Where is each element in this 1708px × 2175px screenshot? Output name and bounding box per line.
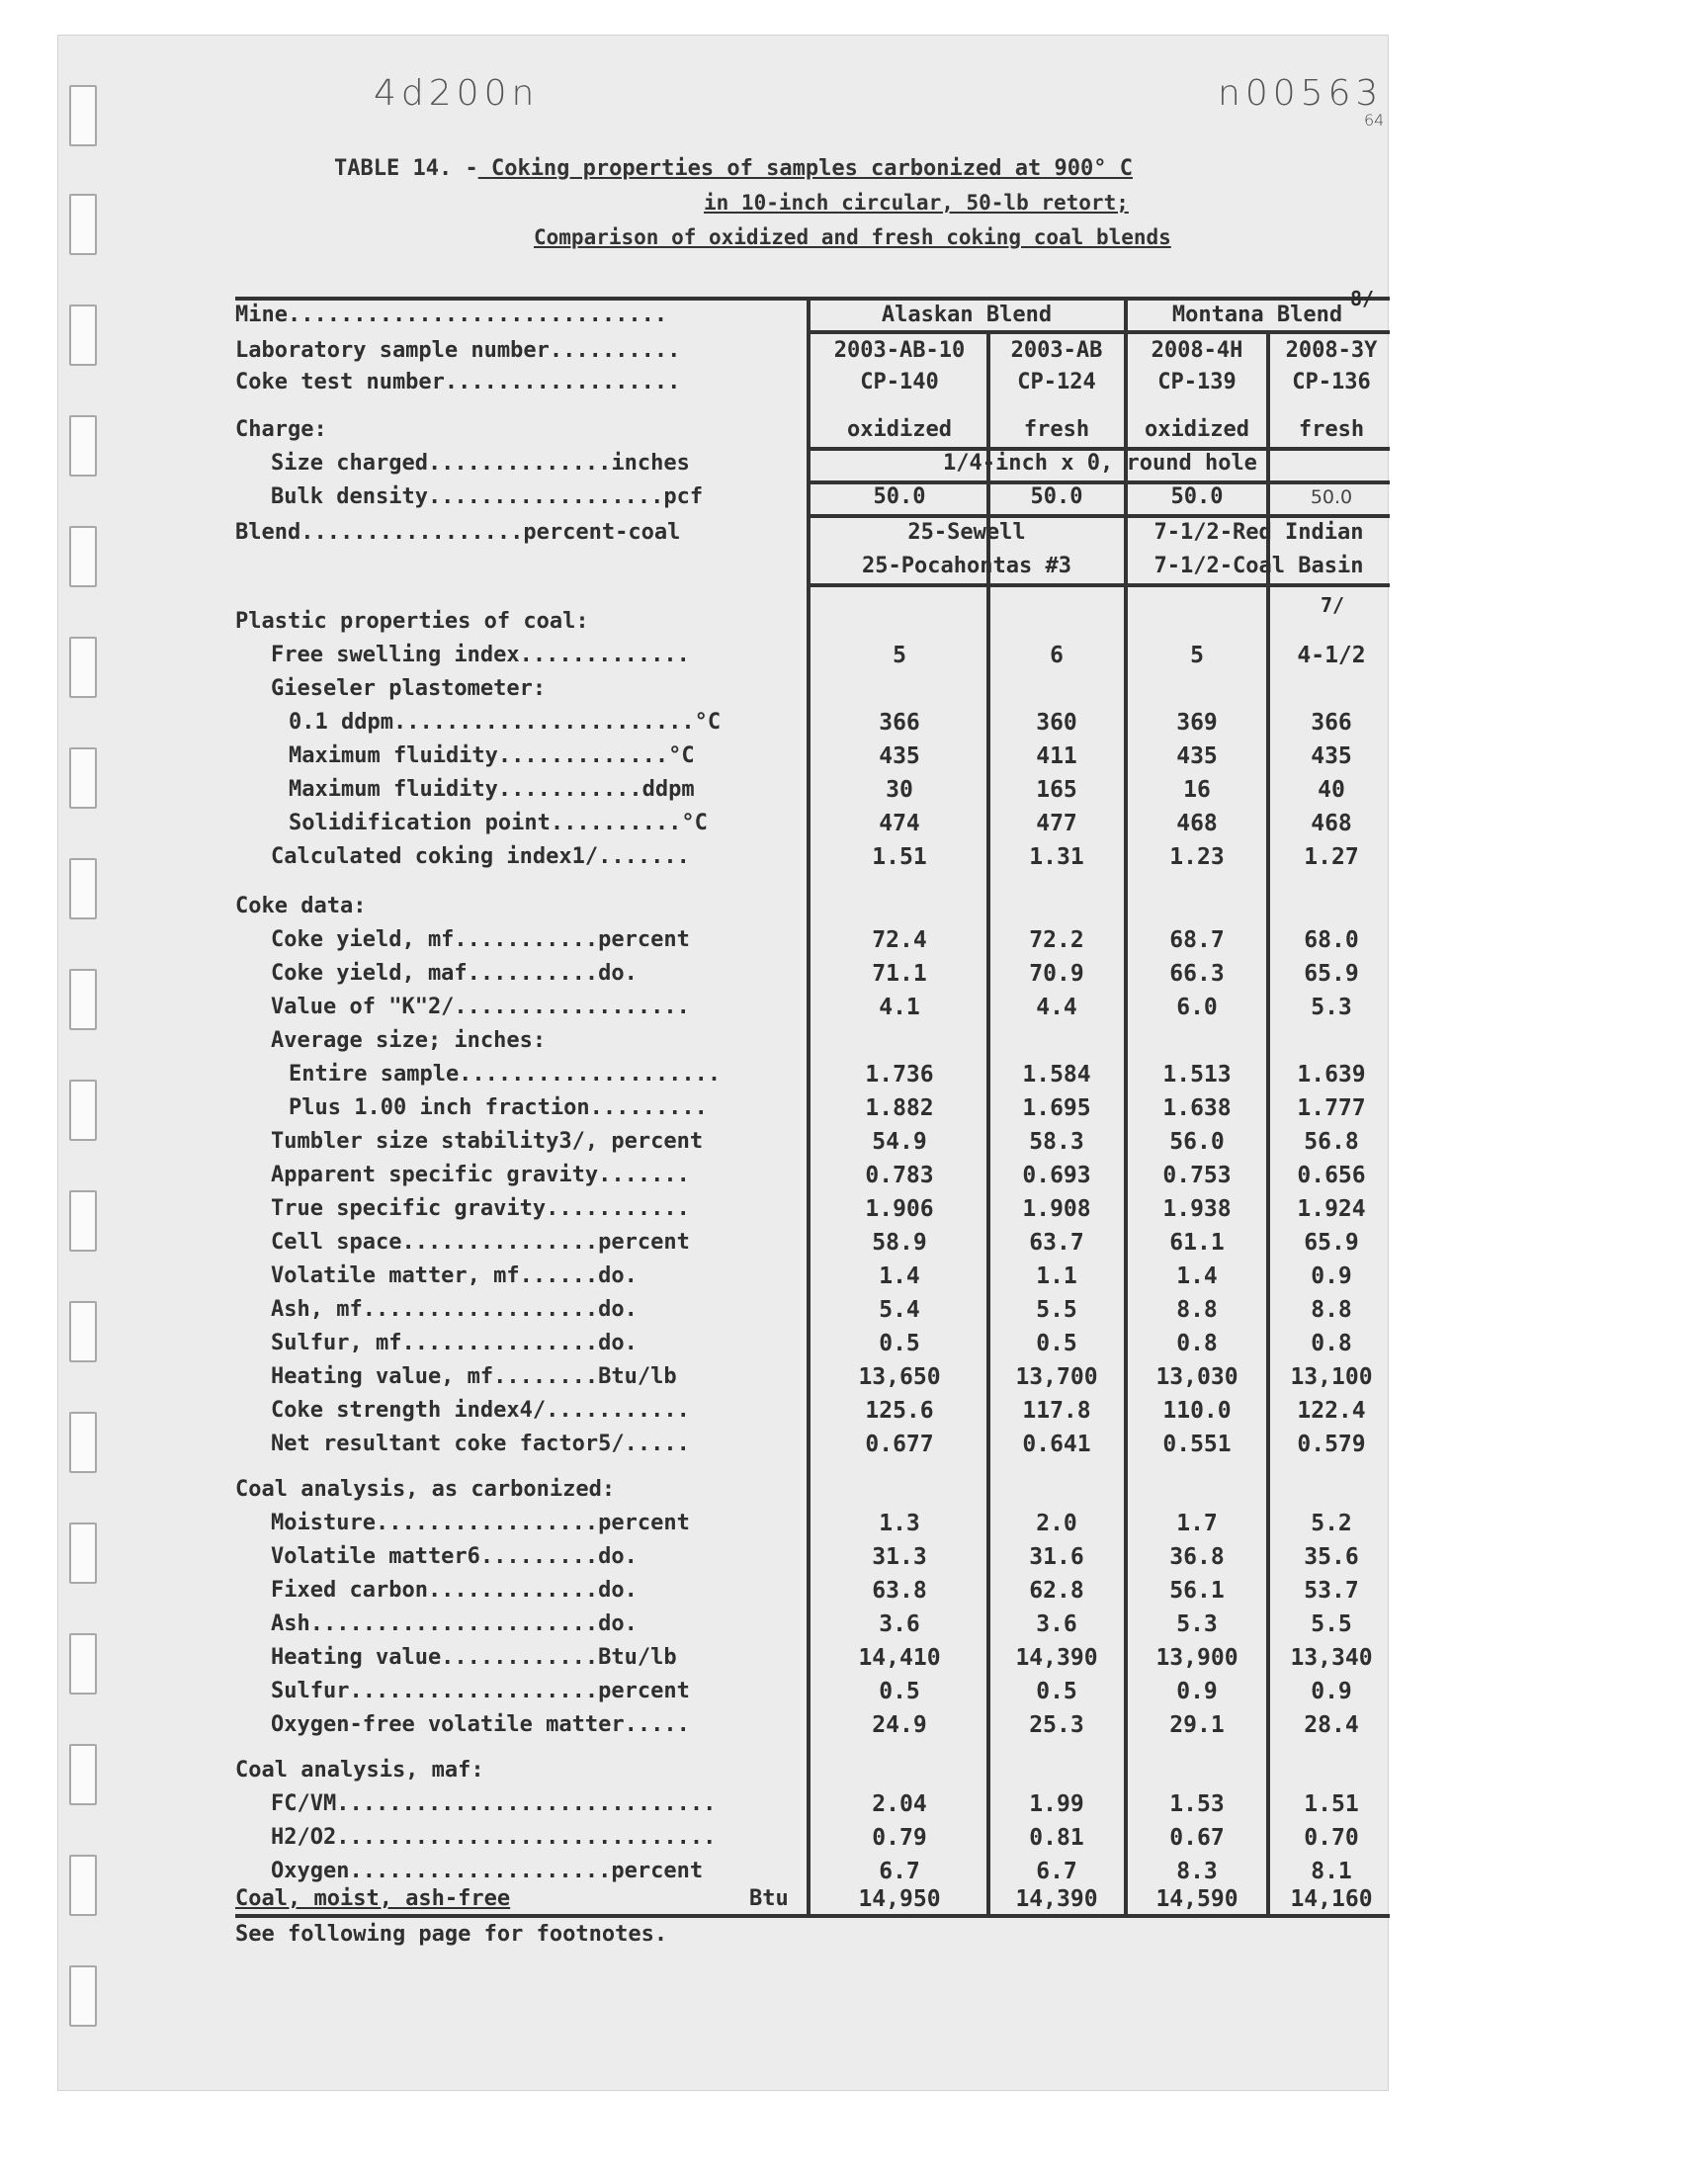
table-cell: 411	[1036, 743, 1077, 769]
table-cell: 6.7	[879, 1859, 920, 1884]
binder-hole	[69, 1412, 97, 1473]
table-cell: 0.656	[1297, 1163, 1366, 1188]
row-label: H2/O2.............................	[271, 1825, 717, 1850]
table-cell: 1.695	[1022, 1095, 1091, 1121]
table-cell: 13,030	[1155, 1364, 1238, 1390]
mine-label: Mine.............................	[235, 303, 668, 327]
row-label: Plus 1.00 inch fraction.........	[289, 1095, 708, 1120]
table-cell: 71.1	[872, 961, 927, 987]
binder-hole	[69, 1522, 97, 1584]
table-cell: 0.9	[1311, 1679, 1352, 1704]
table-cell: 474	[879, 811, 920, 836]
row-label: Volatile matter, mf......do.	[271, 1263, 638, 1288]
table-cell: 13,700	[1015, 1364, 1098, 1390]
table-cell: 0.753	[1162, 1163, 1232, 1188]
table-cell: 1.23	[1169, 844, 1225, 870]
coke-test-number: CP-139	[1157, 370, 1237, 394]
coal-maf-heading: Coal analysis, maf:	[235, 1758, 484, 1783]
row-label: Ash, mf..................do.	[271, 1297, 638, 1322]
table-cell: 56.0	[1169, 1129, 1225, 1155]
bulk-density-value: 50.0	[1170, 484, 1224, 509]
final-row-value: 14,390	[1015, 1886, 1098, 1912]
table-cell: 14,390	[1015, 1645, 1098, 1671]
table-cell: 8.8	[1311, 1297, 1352, 1323]
blend-montana-line: 7-1/2-Coal Basin	[1153, 554, 1364, 578]
binder-hole	[69, 1080, 97, 1141]
table-cell: 35.6	[1304, 1544, 1359, 1570]
row-label: Sulfur...................percent	[271, 1679, 690, 1703]
table-cell: 2.0	[1036, 1511, 1077, 1536]
table-cell: 54.9	[872, 1129, 927, 1155]
table-cell: 366	[1311, 710, 1352, 736]
row-label: Sulfur, mf...............do.	[271, 1331, 638, 1355]
row-label: Tumbler size stability3/, percent	[271, 1129, 704, 1154]
group-montana: Montana Blend	[1171, 303, 1343, 327]
row-label: Apparent specific gravity.......	[271, 1163, 690, 1187]
table-cell: 70.9	[1029, 961, 1084, 987]
coking-properties-table	[235, 287, 1397, 1947]
row-label: Fixed carbon.............do.	[271, 1578, 638, 1603]
gieseler-heading: Gieseler plastometer:	[271, 676, 547, 701]
table-cell: 53.7	[1304, 1578, 1359, 1604]
row-label: Solidification point..........°C	[289, 811, 708, 835]
table-cell: 8.8	[1176, 1297, 1218, 1323]
table-cell: 5.3	[1176, 1611, 1218, 1637]
table-cell: 65.9	[1304, 1230, 1359, 1256]
group-footnote: 8/	[1350, 287, 1375, 310]
table-cell: 31.6	[1029, 1544, 1084, 1570]
binder-hole	[69, 304, 97, 366]
row-label: Value of "K"2/..................	[271, 995, 690, 1019]
binder-hole	[69, 194, 97, 255]
table-cell: 58.9	[872, 1230, 927, 1256]
binder-hole	[69, 526, 97, 587]
table-title-line2: in 10-inch circular, 50-lb retort;	[704, 191, 1129, 215]
table-cell: 4.4	[1036, 995, 1077, 1020]
table-cell: 1.882	[865, 1095, 934, 1121]
footnote-reference: See following page for footnotes.	[235, 1922, 668, 1947]
table-number: TABLE 14. -	[334, 156, 478, 181]
lab-number: 2003-AB	[1010, 338, 1103, 363]
final-row-label: Coal, moist, ash-free	[235, 1886, 511, 1911]
table-cell: 5.5	[1036, 1297, 1077, 1323]
table-cell: 0.579	[1297, 1432, 1366, 1457]
row-label: Free swelling index.............	[271, 643, 690, 667]
table-cell: 1.4	[1176, 1263, 1218, 1289]
table-cell: 0.8	[1311, 1331, 1352, 1356]
table-cell: 0.5	[879, 1679, 920, 1704]
table-cell: 0.8	[1176, 1331, 1218, 1356]
bulk-density-value: 50.0	[1310, 486, 1353, 508]
table-cell: 0.67	[1169, 1825, 1225, 1851]
binder-hole	[69, 1633, 97, 1695]
table-cell: 435	[1176, 743, 1218, 769]
handwritten-right-number: n00563	[1218, 73, 1384, 114]
condition-label: fresh	[1298, 417, 1365, 442]
row-label: Cell space...............percent	[271, 1230, 690, 1255]
table-cell: 1.31	[1029, 844, 1084, 870]
table-cell: 16	[1183, 777, 1211, 803]
table-cell: 5.4	[879, 1297, 920, 1323]
table-cell: 1.938	[1162, 1196, 1232, 1222]
row-label: Ash......................do.	[271, 1611, 638, 1636]
table-cell: 0.5	[1036, 1331, 1077, 1356]
fsi-footnote: 7/	[1321, 593, 1345, 617]
table-cell: 435	[1311, 743, 1352, 769]
table-cell: 0.5	[879, 1331, 920, 1356]
table-cell: 0.693	[1022, 1163, 1091, 1188]
table-cell: 65.9	[1304, 961, 1359, 987]
table-cell: 5	[893, 643, 906, 668]
table-cell: 0.9	[1176, 1679, 1218, 1704]
table-cell: 1.906	[865, 1196, 934, 1222]
table-cell: 4.1	[879, 995, 920, 1020]
table-cell: 6.7	[1036, 1859, 1077, 1884]
binder-hole	[69, 1190, 97, 1252]
table-cell: 1.908	[1022, 1196, 1091, 1222]
binder-hole	[69, 1744, 97, 1805]
table-cell: 40	[1318, 777, 1345, 803]
handwritten-left-number: 4d200n	[374, 73, 540, 114]
final-row-unit: Btu	[749, 1886, 789, 1911]
table-cell: 8.3	[1176, 1859, 1218, 1884]
table-cell: 36.8	[1169, 1544, 1225, 1570]
condition-label: oxidized	[1145, 417, 1249, 442]
blend-label: Blend.................percent-coal	[235, 520, 681, 545]
coal-analysis-heading: Coal analysis, as carbonized:	[235, 1477, 616, 1502]
size-charged-value: 1/4-inch x 0, round hole	[943, 451, 1257, 476]
table-cell: 0.551	[1162, 1432, 1232, 1457]
binder-hole	[69, 85, 97, 146]
row-label: Maximum fluidity...........ddpm	[289, 777, 695, 802]
table-cell: 3.6	[1036, 1611, 1077, 1637]
coke-test-number: CP-124	[1017, 370, 1096, 394]
table-cell: 1.4	[879, 1263, 920, 1289]
table-cell: 435	[879, 743, 920, 769]
table-cell: 14,410	[858, 1645, 941, 1671]
binder-hole	[69, 637, 97, 698]
table-cell: 68.0	[1304, 927, 1359, 953]
binder-hole	[69, 1301, 97, 1362]
row-label: Coke strength index4/...........	[271, 1398, 690, 1423]
table-cell: 66.3	[1169, 961, 1225, 987]
row-label: Maximum fluidity.............°C	[289, 743, 695, 768]
final-row-value: 14,950	[858, 1886, 941, 1912]
table-cell: 56.8	[1304, 1129, 1359, 1155]
blend-montana-line: 7-1/2-Red Indian	[1153, 520, 1364, 545]
table-cell: 1.924	[1297, 1196, 1366, 1222]
table-cell: 68.7	[1169, 927, 1225, 953]
table-cell: 165	[1036, 777, 1077, 803]
binder-hole	[69, 1965, 97, 2027]
row-label: Coke yield, mf...........percent	[271, 927, 690, 952]
row-label: Oxygen....................percent	[271, 1859, 704, 1883]
table-cell: 360	[1036, 710, 1077, 736]
table-cell: 0.79	[872, 1825, 927, 1851]
table-cell: 468	[1311, 811, 1352, 836]
row-label: Coke yield, maf..........do.	[271, 961, 638, 986]
table-cell: 366	[879, 710, 920, 736]
charge-heading: Charge:	[235, 417, 327, 442]
table-cell: 1.27	[1304, 844, 1359, 870]
table-cell: 29.1	[1169, 1712, 1225, 1738]
binder-hole	[69, 858, 97, 919]
table-title-text: Coking properties of samples carbonized at 900° C	[490, 156, 1133, 181]
table-title-line1	[334, 156, 1133, 181]
table-cell: 61.1	[1169, 1230, 1225, 1256]
table-cell: 122.4	[1297, 1398, 1366, 1424]
lab-sample-label: Laboratory sample number..........	[235, 338, 681, 363]
binder-hole	[69, 969, 97, 1030]
table-cell: 1.736	[865, 1062, 934, 1088]
table-cell: 1.1	[1036, 1263, 1077, 1289]
table-cell: 63.8	[872, 1578, 927, 1604]
table-cell: 117.8	[1022, 1398, 1091, 1424]
table-cell: 13,650	[858, 1364, 941, 1390]
size-charged-label: Size charged..............inches	[271, 451, 690, 476]
table-cell: 58.3	[1029, 1129, 1084, 1155]
final-row-value: 14,590	[1155, 1886, 1238, 1912]
coke-test-number: CP-140	[860, 370, 939, 394]
table-cell: 477	[1036, 811, 1077, 836]
row-label: Calculated coking index1/.......	[271, 844, 690, 869]
table-cell: 6	[1050, 643, 1064, 668]
table-cell: 24.9	[872, 1712, 927, 1738]
condition-label: fresh	[1023, 417, 1090, 442]
group-alaskan: Alaskan Blend	[881, 303, 1053, 327]
table-title-line3: Comparison of oxidized and fresh coking coal blends	[534, 225, 1171, 249]
bulk-density-label: Bulk density..................pcf	[271, 484, 704, 509]
coke-data-heading: Coke data:	[235, 894, 367, 918]
binder-hole	[69, 747, 97, 809]
lab-number: 2008-3Y	[1285, 338, 1378, 363]
table-cell: 1.7	[1176, 1511, 1218, 1536]
row-label: Net resultant coke factor5/.....	[271, 1432, 690, 1456]
row-label: Oxygen-free volatile matter.....	[271, 1712, 690, 1737]
table-cell: 0.9	[1311, 1263, 1352, 1289]
table-cell: 468	[1176, 811, 1218, 836]
table-cell: 1.3	[879, 1511, 920, 1536]
table-cell: 1.513	[1162, 1062, 1232, 1088]
table-cell: 1.51	[872, 844, 927, 870]
table-cell: 13,340	[1290, 1645, 1373, 1671]
table-cell: 125.6	[865, 1398, 934, 1424]
average-size-heading: Average size; inches:	[271, 1028, 547, 1053]
table-cell: 1.53	[1169, 1791, 1225, 1817]
table-cell: 5.5	[1311, 1611, 1352, 1637]
table-cell: 8.1	[1311, 1859, 1352, 1884]
table-cell: 1.51	[1304, 1791, 1359, 1817]
table-cell: 13,900	[1155, 1645, 1238, 1671]
final-row-value: 14,160	[1290, 1886, 1373, 1912]
row-label: Moisture.................percent	[271, 1511, 690, 1535]
table-cell: 1.584	[1022, 1062, 1091, 1088]
table-cell: 0.783	[865, 1163, 934, 1188]
binder-hole	[69, 415, 97, 477]
table-cell: 56.1	[1169, 1578, 1225, 1604]
table-cell: 369	[1176, 710, 1218, 736]
binder-hole	[69, 1855, 97, 1916]
table-cell: 6.0	[1176, 995, 1218, 1020]
table-cell: 28.4	[1304, 1712, 1359, 1738]
table-cell: 72.2	[1029, 927, 1084, 953]
table-cell: 2.04	[872, 1791, 927, 1817]
table-cell: 4-1/2	[1297, 643, 1366, 668]
condition-label: oxidized	[847, 417, 952, 442]
table-cell: 3.6	[879, 1611, 920, 1637]
blend-alaskan-line: 25-Sewell	[907, 520, 1026, 545]
row-label: Entire sample....................	[289, 1062, 722, 1087]
table-cell: 25.3	[1029, 1712, 1084, 1738]
row-label: FC/VM.............................	[271, 1791, 717, 1816]
table-cell: 5	[1190, 643, 1204, 668]
table-cell: 5.3	[1311, 995, 1352, 1020]
coke-test-label: Coke test number..................	[235, 370, 681, 394]
table-cell: 13,100	[1290, 1364, 1373, 1390]
blend-rule	[809, 583, 1390, 587]
row-label: Heating value............Btu/lb	[271, 1645, 677, 1670]
lab-number: 2008-4H	[1151, 338, 1243, 363]
table-cell: 1.638	[1162, 1095, 1232, 1121]
blend-alaskan-line: 25-Pocahontas #3	[862, 554, 1071, 578]
table-cell: 1.99	[1029, 1791, 1084, 1817]
table-cell: 0.5	[1036, 1679, 1077, 1704]
bulk-density-value: 50.0	[873, 484, 926, 509]
table-cell: 0.81	[1029, 1825, 1084, 1851]
table-cell: 30	[886, 777, 913, 803]
lab-number: 2003-AB-10	[833, 338, 966, 363]
table-cell: 72.4	[872, 927, 927, 953]
table-cell: 5.2	[1311, 1511, 1352, 1536]
bulk-density-value: 50.0	[1030, 484, 1083, 509]
plastic-properties-heading: Plastic properties of coal:	[235, 609, 589, 634]
table-cell: 31.3	[872, 1544, 927, 1570]
table-cell: 62.8	[1029, 1578, 1084, 1604]
row-label: Heating value, mf........Btu/lb	[271, 1364, 677, 1389]
table-cell: 1.777	[1297, 1095, 1366, 1121]
table-cell: 0.70	[1304, 1825, 1359, 1851]
table-cell: 63.7	[1029, 1230, 1084, 1256]
row-label: 0.1 ddpm.......................°C	[289, 710, 722, 735]
table-cell: 110.0	[1162, 1398, 1232, 1424]
coke-test-number: CP-136	[1292, 370, 1371, 394]
row-label: True specific gravity...........	[271, 1196, 690, 1221]
table-cell: 1.639	[1297, 1062, 1366, 1088]
row-label: Volatile matter6.........do.	[271, 1544, 638, 1569]
table-cell: 0.641	[1022, 1432, 1091, 1457]
table-cell: 0.677	[865, 1432, 934, 1457]
handwritten-page-number: 64	[1364, 111, 1385, 130]
